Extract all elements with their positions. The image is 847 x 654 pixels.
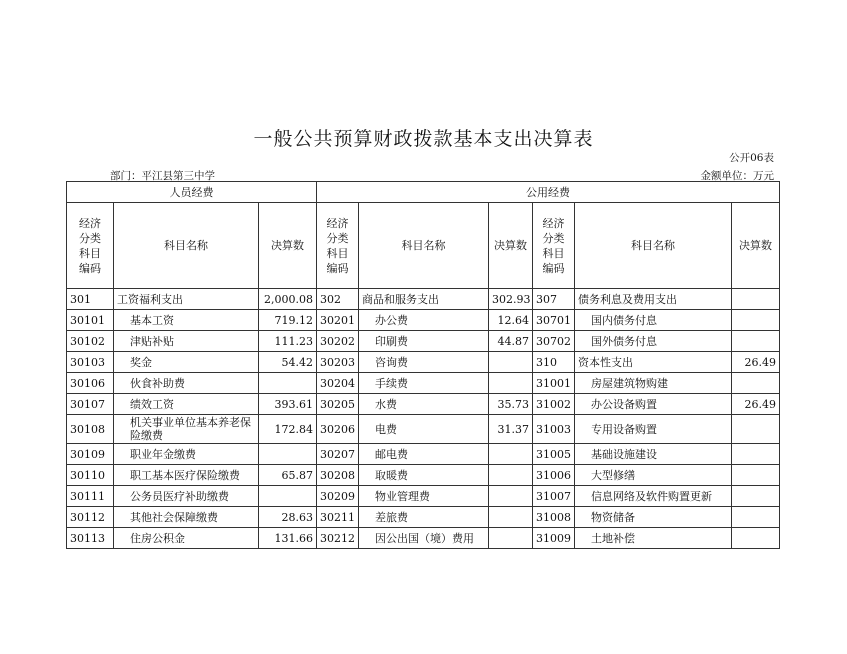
table-row	[67, 444, 780, 465]
name-cell: 工资福利支出	[114, 289, 259, 310]
name-cell: 其他社会保障缴费	[114, 507, 259, 528]
name-cell: 国外债务付息	[575, 331, 732, 352]
amount-cell: 44.87	[489, 331, 533, 352]
name-cell: 取暖费	[359, 465, 489, 486]
amount-cell	[732, 331, 780, 352]
code-cell: 30211	[317, 507, 359, 528]
code-cell: 31007	[533, 486, 575, 507]
code-cell: 30111	[67, 486, 114, 507]
name-cell: 债务利息及费用支出	[575, 289, 732, 310]
name-cell: 物业管理费	[359, 486, 489, 507]
amount-cell	[732, 415, 780, 444]
code-cell: 301	[67, 289, 114, 310]
code-cell: 30208	[317, 465, 359, 486]
form-number: 公开06表	[729, 152, 774, 164]
name-cell: 津贴补贴	[114, 331, 259, 352]
amount-cell: 28.63	[259, 507, 317, 528]
code-cell: 310	[533, 352, 575, 373]
code-cell: 30108	[67, 415, 114, 444]
name-cell: 办公费	[359, 310, 489, 331]
amount-cell: 302.93	[489, 289, 533, 310]
code-cell: 30209	[317, 486, 359, 507]
table-row	[67, 507, 780, 528]
table-row	[67, 465, 780, 486]
code-header: 经济分类科目编码	[533, 203, 575, 289]
amount-cell	[259, 373, 317, 394]
name-cell: 印刷费	[359, 331, 489, 352]
name-cell: 伙食补助费	[114, 373, 259, 394]
amount-cell: 719.12	[259, 310, 317, 331]
code-cell: 307	[533, 289, 575, 310]
amount-cell	[489, 507, 533, 528]
code-cell: 30204	[317, 373, 359, 394]
amount-cell: 2,000.08	[259, 289, 317, 310]
name-cell: 职业年金缴费	[114, 444, 259, 465]
code-cell: 30107	[67, 394, 114, 415]
name-cell: 国内债务付息	[575, 310, 732, 331]
code-cell: 302	[317, 289, 359, 310]
name-cell: 土地补偿	[575, 528, 732, 549]
amount-cell	[732, 486, 780, 507]
name-cell: 资本性支出	[575, 352, 732, 373]
code-cell: 31008	[533, 507, 575, 528]
amount-cell	[489, 465, 533, 486]
name-cell: 因公出国（境）费用	[359, 528, 489, 549]
amount-cell	[732, 444, 780, 465]
table-row	[67, 310, 780, 331]
name-cell: 水费	[359, 394, 489, 415]
code-cell: 30102	[67, 331, 114, 352]
name-cell: 奖金	[114, 352, 259, 373]
amount-cell	[259, 486, 317, 507]
expenditure-table	[66, 181, 780, 549]
amount-header: 决算数	[259, 203, 317, 289]
table-row	[67, 415, 780, 444]
amount-cell	[732, 310, 780, 331]
amount-cell	[489, 444, 533, 465]
public-section-header: 公用经费	[317, 182, 780, 203]
code-cell: 30212	[317, 528, 359, 549]
name-cell: 基础设施建设	[575, 444, 732, 465]
code-cell: 30201	[317, 310, 359, 331]
amount-header: 决算数	[489, 203, 533, 289]
code-header: 经济分类科目编码	[317, 203, 359, 289]
code-cell: 30113	[67, 528, 114, 549]
amount-cell: 31.37	[489, 415, 533, 444]
name-cell: 差旅费	[359, 507, 489, 528]
amount-header: 决算数	[732, 203, 780, 289]
name-cell: 基本工资	[114, 310, 259, 331]
table-row	[67, 528, 780, 549]
amount-cell: 54.42	[259, 352, 317, 373]
code-cell: 30109	[67, 444, 114, 465]
amount-cell	[489, 373, 533, 394]
name-cell: 电费	[359, 415, 489, 444]
name-cell: 商品和服务支出	[359, 289, 489, 310]
name-header: 科目名称	[575, 203, 732, 289]
amount-cell	[732, 373, 780, 394]
name-cell: 机关事业单位基本养老保险缴费	[114, 415, 259, 444]
name-cell: 手续费	[359, 373, 489, 394]
amount-cell	[732, 528, 780, 549]
amount-cell: 26.49	[732, 394, 780, 415]
amount-cell	[489, 352, 533, 373]
amount-cell: 26.49	[732, 352, 780, 373]
name-cell: 房屋建筑物购建	[575, 373, 732, 394]
code-cell: 30203	[317, 352, 359, 373]
amount-cell	[489, 486, 533, 507]
code-cell: 31009	[533, 528, 575, 549]
name-cell: 职工基本医疗保险缴费	[114, 465, 259, 486]
name-header: 科目名称	[114, 203, 259, 289]
code-cell: 30205	[317, 394, 359, 415]
name-cell: 信息网络及软件购置更新	[575, 486, 732, 507]
code-cell: 31001	[533, 373, 575, 394]
amount-cell	[732, 465, 780, 486]
table-row	[67, 394, 780, 415]
amount-cell: 12.64	[489, 310, 533, 331]
department-label: 部门：平江县第三中学	[110, 170, 215, 182]
amount-cell: 65.87	[259, 465, 317, 486]
amount-cell: 131.66	[259, 528, 317, 549]
column-header-row	[67, 203, 780, 289]
code-cell: 30202	[317, 331, 359, 352]
report-title: 一般公共预算财政拨款基本支出决算表	[253, 128, 594, 150]
code-cell: 30112	[67, 507, 114, 528]
code-cell: 30207	[317, 444, 359, 465]
name-cell: 咨询费	[359, 352, 489, 373]
amount-cell	[732, 289, 780, 310]
code-cell: 31006	[533, 465, 575, 486]
code-cell: 30206	[317, 415, 359, 444]
amount-cell: 172.84	[259, 415, 317, 444]
table-row	[67, 486, 780, 507]
name-cell: 绩效工资	[114, 394, 259, 415]
code-header: 经济分类科目编码	[67, 203, 114, 289]
code-cell: 30101	[67, 310, 114, 331]
amount-cell: 35.73	[489, 394, 533, 415]
code-cell: 31003	[533, 415, 575, 444]
name-cell: 公务员医疗补助缴费	[114, 486, 259, 507]
code-cell: 30106	[67, 373, 114, 394]
section-header-row	[67, 182, 780, 203]
code-cell: 30103	[67, 352, 114, 373]
code-cell: 30110	[67, 465, 114, 486]
code-cell: 31002	[533, 394, 575, 415]
name-header: 科目名称	[359, 203, 489, 289]
name-cell: 物资储备	[575, 507, 732, 528]
code-cell: 30701	[533, 310, 575, 331]
name-cell: 住房公积金	[114, 528, 259, 549]
name-cell: 邮电费	[359, 444, 489, 465]
personnel-section-header: 人员经费	[67, 182, 317, 203]
table-row	[67, 331, 780, 352]
name-cell: 办公设备购置	[575, 394, 732, 415]
amount-cell: 393.61	[259, 394, 317, 415]
table-row	[67, 373, 780, 394]
name-cell: 大型修缮	[575, 465, 732, 486]
code-cell: 31005	[533, 444, 575, 465]
amount-cell: 111.23	[259, 331, 317, 352]
amount-unit-label: 金额单位：万元	[700, 170, 774, 182]
amount-cell	[489, 528, 533, 549]
amount-cell	[259, 444, 317, 465]
code-cell: 30702	[533, 331, 575, 352]
table-row	[67, 352, 780, 373]
amount-cell	[732, 507, 780, 528]
table-row	[67, 289, 780, 310]
name-cell: 专用设备购置	[575, 415, 732, 444]
